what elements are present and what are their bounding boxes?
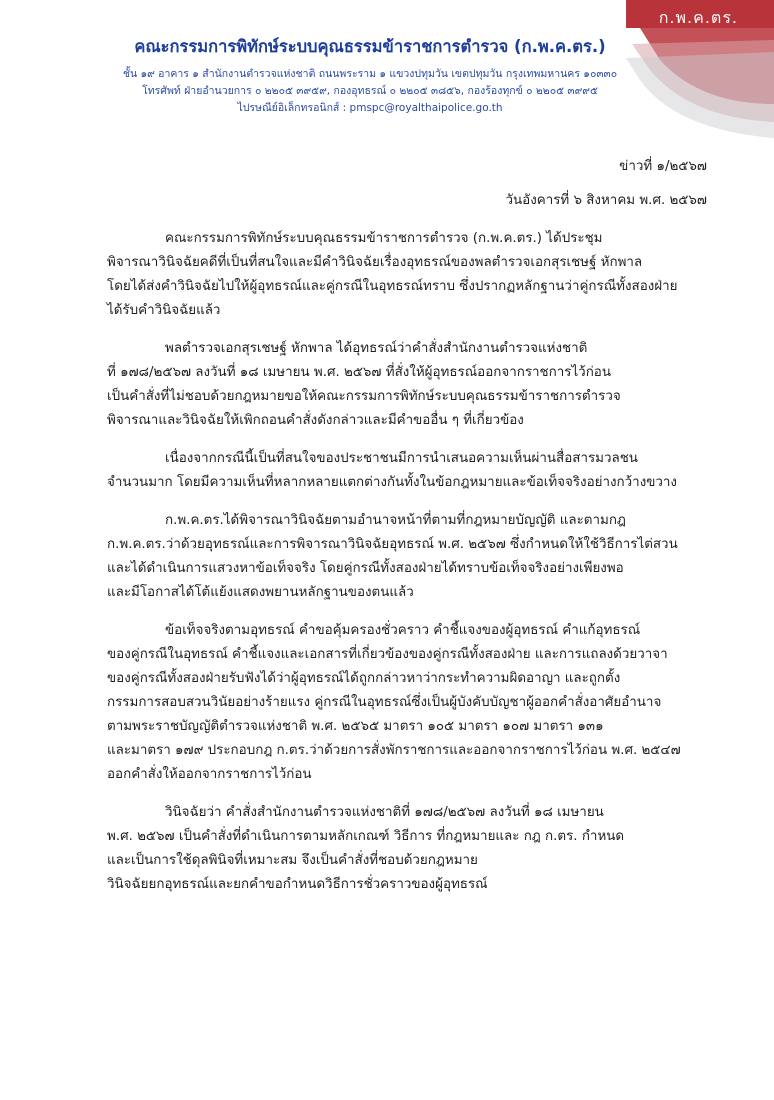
text-line: คณะกรรมการพิทักษ์ระบบคุณธรรมข้าราชการตำรวจ (ก.พ.ค.ตร.) ได้ประชุม — [165, 231, 603, 246]
text-line: เนื่องจากกรณีนี้เป็นที่สนใจของประชาชนมีการนำเสนอความเห็นผ่านสื่อสารมวลชน — [165, 451, 638, 466]
paragraph — [107, 447, 707, 495]
text-line: และมีโอกาสได้โต้แย้งแสดงพยานหลักฐานของตนแล้ว — [107, 585, 414, 600]
text-line: พ.ศ. ๒๕๖๗ เป็นคำสั่งที่ดำเนินการตามหลักเกณฑ์ วิธีการ ที่กฎหมายและ กฎ ก.ตร. กำหนด — [107, 829, 625, 844]
document-body — [107, 155, 707, 897]
notice-date: วันอังคารที่ ๖ สิงหาคม พ.ศ. ๒๕๖๗ — [505, 193, 707, 208]
text-line: ของคู่กรณีทั้งสองฝ่ายรับฟังได้ว่าผู้อุทธรณ์ได้ถูกกล่าวหาว่ากระทำความผิดอาญา และถูกตั้ง — [107, 671, 621, 686]
text-line: ก.พ.ค.ตร.ได้พิจารณาวินิจฉัยตามอำนาจหน้าที่ตามที่กฎหมายบัญญัติ และตามกฎ — [165, 513, 626, 528]
phone-line: โทรศัพท์ ฝ่ายอำนวยการ ๐ ๒๒๐๕ ๓๙๕๙, กองอุทธรณ์ ๐ ๒๒๐๕ ๓๘๕๖, กองร้องทุกข์ ๐ ๒๒๐๕ ๓๙๙๕ — [142, 85, 598, 97]
text-line: โดยได้ส่งคำวินิจฉัยไปให้ผู้อุทธรณ์และคู่กรณีในอุทธรณ์ทราบ ซึ่งปรากฏหลักฐานว่าคู่กรณีทั้งสองฝ่าย — [107, 279, 678, 294]
text-line: จำนวนมาก โดยมีความเห็นที่หลากหลายแตกต่างกันทั้งในข้อกฎหมายและข้อเท็จจริงอย่างกว้างขวาง — [107, 475, 677, 490]
paragraph — [107, 619, 707, 787]
text-line: กรรมการสอบสวนวินัยอย่างร้ายแรง คู่กรณีในอุทธรณ์ซึ่งเป็นผู้บังคับบัญชาผู้ออกคำสั่งอาศัยอำนาจ — [107, 695, 662, 710]
text-line: และมาตรา ๑๗๙ ประกอบกฎ ก.ตร.ว่าด้วยการสั่งพักราชการและออกจากราชการไว้ก่อน พ.ศ. ๒๕๔๗ — [107, 743, 681, 758]
text-line: พลตำรวจเอกสุรเชษฐ์ หักพาล ได้อุทธรณ์ว่าคำสั่งสำนักงานตำรวจแห่งชาติ — [165, 341, 588, 356]
text-line: ที่ ๑๗๘/๒๕๖๗ ลงวันที่ ๑๘ เมษายน พ.ศ. ๒๕๖๗ ที่สั่งให้ผู้อุทธรณ์ออกจากราชการไว้ก่อน — [107, 365, 612, 380]
text-line: พิจารณาวินิจฉัยคดีที่เป็นที่สนใจและมีคำวินิจฉัยเรื่องอุทธรณ์ของพลตำรวจเอกสุรเชษฐ์ หักพาล — [107, 255, 643, 270]
text-line: และเป็นการใช้ดุลพินิจที่เหมาะสม จึงเป็นคำสั่งที่ชอบด้วยกฎหมาย — [107, 853, 478, 868]
text-line: ตามพระราชบัญญัติตำรวจแห่งชาติ พ.ศ. ๒๕๖๕ มาตรา ๑๐๕ มาตรา ๑๐๗ มาตรา ๑๓๑ — [107, 719, 604, 734]
letterhead — [50, 34, 690, 117]
text-line: ข้อเท็จจริงตามอุทธรณ์ คำขอคุ้มครองชั่วคราว คำชี้แจงของผู้อุทธรณ์ คำแก้อุทธรณ์ — [165, 623, 641, 638]
text-line: ออกคำสั่งให้ออกจากราชการไว้ก่อน — [107, 767, 312, 782]
paragraph — [107, 337, 707, 433]
text-line: เป็นคำสั่งที่ไม่ชอบด้วยกฎหมายขอให้คณะกรรมการพิทักษ์ระบบคุณธรรมข้าราชการตำรวจ — [107, 389, 621, 404]
email-line: ไปรษณีย์อิเล็กทรอนิกส์ : pmspc@royalthaipolice.go.th — [237, 102, 503, 114]
text-line: และได้ดำเนินการแสวงหาข้อเท็จจริง โดยคู่กรณีทั้งสองฝ่ายได้ทราบข้อเท็จจริงอย่างเพียงพอ — [107, 561, 624, 576]
paragraph — [107, 509, 707, 605]
text-line: วินิจฉัยยกอุทธรณ์และยกคำขอกำหนดวิธีการชั่วคราวของผู้อุทธรณ์ — [107, 877, 488, 892]
org-abbreviation-badge: ก.พ.ค.ตร. — [658, 8, 738, 27]
paragraph — [107, 801, 707, 897]
notice-number: ข่าวที่ ๑/๒๕๖๗ — [619, 159, 707, 174]
text-line: พิจารณาและวินิจฉัยให้เพิกถอนคำสั่งดังกล่าวและมีคำขออื่น ๆ ที่เกี่ยวข้อง — [107, 413, 524, 428]
text-line: ได้รับคำวินิจฉัยแล้ว — [107, 303, 221, 318]
paragraph — [107, 227, 707, 323]
text-line: วินิจฉัยว่า คำสั่งสำนักงานตำรวจแห่งชาติที่ ๑๗๘/๒๕๖๗ ลงวันที่ ๑๘ เมษายน — [165, 805, 604, 820]
address-line: ชั้น ๑๙ อาคาร ๑ สำนักงานตำรวจแห่งชาติ ถนนพระราม ๑ แขวงปทุมวัน เขตปทุมวัน กรุงเทพมหานคร ๑๐๓๓๐ — [122, 68, 618, 80]
text-line: ก.พ.ค.ตร.ว่าด้วยอุทธรณ์และการพิจารณาวินิจฉัยอุทธรณ์ พ.ศ. ๒๕๖๗ ซึ่งกำหนดให้ใช้วิธีการไต่สวน — [107, 537, 678, 552]
text-line: ของคู่กรณีในอุทธรณ์ คำชี้แจงและเอกสารที่เกี่ยวข้องของคู่กรณีทั้งสองฝ่าย และการแถลงด้วยวาจา — [107, 647, 668, 662]
organization-title: คณะกรรมการพิทักษ์ระบบคุณธรรมข้าราชการตำรวจ (ก.พ.ค.ตร.) — [134, 37, 606, 56]
